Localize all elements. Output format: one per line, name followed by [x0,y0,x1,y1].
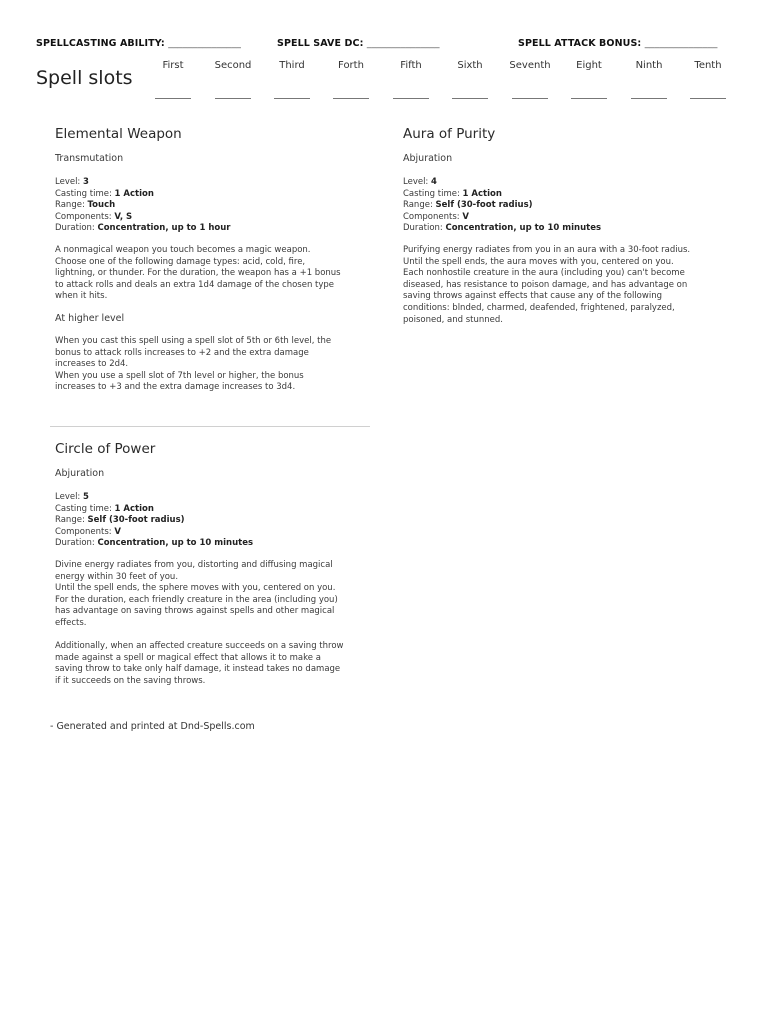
description-line: increases to 2d4. [55,359,129,370]
spell-name: Elemental Weapon [55,126,182,142]
spell-level [55,492,367,504]
description-line: when it hits. [55,291,108,302]
stat-value: V [114,526,121,537]
stat-value: 1 Action [462,188,502,199]
spell-slot-blank [393,98,429,99]
description-line: Each nonhostile creature in the aura (including you) can't become [403,268,685,279]
spell-slot-ninth [631,60,667,104]
spell-name: Circle of Power [55,441,156,457]
description-line: For the duration, each friendly creature in the area (including you) [55,594,338,605]
spell-description [403,245,733,326]
spell-slot-label: Tenth [694,60,722,71]
stat-value: Concentration, up to 10 minutes [445,223,602,234]
description-line: if it succeeds on the saving throws. [55,675,206,686]
stat-value: Concentration, up to 1 hour [97,223,231,234]
spellcasting-ability-label: SPELLCASTING ABILITY: [36,38,165,49]
spell-slot-blank [155,98,191,99]
spell-level [403,177,733,189]
spell-casting-time [403,189,733,201]
spellcasting-ability-blank: _______________ [168,38,241,49]
spell-stats [55,492,367,550]
stat-value: 4 [431,177,437,187]
spell-attack-bonus-blank: _______________ [644,38,718,49]
spell-slot-label: Forth [338,60,364,71]
spell-slot-blank [333,98,369,99]
stat-label: Duration: [55,223,98,234]
stat-label: Range: [403,200,436,211]
spell-slot-blank [631,98,667,99]
spell-slot-first [155,60,191,104]
spellcasting-ability-field [36,38,241,49]
spell-range [403,200,733,212]
spell-level [55,177,367,189]
stat-label: Duration: [55,538,98,549]
stat-value: 5 [83,492,89,502]
stat-label: Level: [55,177,84,187]
stat-value: Self (30-foot radius) [435,200,533,211]
spell-range [55,200,367,212]
spell-components [55,527,367,539]
card-divider [50,426,370,427]
stat-label: Range: [55,200,88,211]
stat-value: Self (30-foot radius) [87,515,185,526]
description-line: bonus to attack rolls increases to +2 and the extra damage [55,347,309,358]
description-line: Divine energy radiates from you, distorting and diffusing magical [55,559,333,570]
spell-components [403,212,733,224]
spell-slot-label: Fifth [400,60,422,71]
spell-slot-eight [571,60,607,104]
spell-slot-label: Ninth [635,60,663,71]
spell-slot-blank [215,98,251,99]
stat-value: V [462,211,469,222]
spell-casting-time [55,504,367,516]
spell-stats [55,177,367,235]
spell-components [55,212,367,224]
paragraph-gap [55,630,367,642]
description-line: saving throws against effects that cause any of the following [403,291,662,302]
description-line: made against a spell or magical effect that allows it to make a [55,652,321,663]
spell-duration [55,223,367,235]
stat-label: Level: [55,492,84,502]
spell-attack-bonus-label: SPELL ATTACK BONUS: [518,38,642,49]
spell-slot-label: Seventh [509,60,551,71]
spell-description [55,245,367,303]
stat-value: Concentration, up to 10 minutes [97,538,254,549]
spell-slot-sixth [452,60,488,104]
stat-value: 1 Action [114,503,154,514]
stat-label: Casting time: [55,188,115,199]
stat-value: V, S [114,211,133,222]
stat-label: Duration: [403,223,446,234]
description-line: When you use a spell slot of 7th level or higher, the bonus [55,370,304,381]
spell-slot-blank [690,98,726,99]
higher-level-description [55,336,367,394]
description-line: diseased, has resistance to poison damage, and has advantage on [403,279,688,290]
spell-description [55,560,367,688]
spell-card-elemental-weapon [55,126,367,394]
spell-slot-third [274,60,310,104]
spell-slot-blank [512,98,548,99]
description-line: When you cast this spell using a spell slot of 5th or 6th level, the [55,335,332,346]
description-line: energy within 30 feet of you. [55,571,179,582]
spell-school: Transmutation [55,153,124,164]
spell-name: Aura of Purity [403,126,496,142]
description-line: poisoned, and stunned. [403,314,503,325]
stat-label: Range: [55,515,88,526]
description-line: saving throw to take only half damage, it instead takes no damage [55,664,341,675]
spell-school: Abjuration [55,468,105,479]
spell-duration [55,538,367,550]
description-line: increases to +3 and the extra damage increases to 3d4. [55,382,296,393]
stat-label: Casting time: [55,503,115,514]
spell-slot-blank [452,98,488,99]
description-line: has advantage on saving throws against spells and other magical [55,606,335,617]
spell-slot-label: Third [279,60,305,71]
higher-level-heading: At higher level [55,312,125,324]
description-line: Choose one of the following damage types: acid, cold, fire, [55,256,306,267]
spell-slot-tenth [690,60,726,104]
spell-slot-seventh [509,60,551,104]
description-line: Additionally, when an affected creature succeeds on a saving throw [55,641,344,652]
spell-slot-second [215,60,251,104]
stat-value: Touch [87,200,116,211]
description-line: lightning, or thunder. For the duration, the weapon has a +1 bonus [55,268,341,279]
spell-stats [403,177,733,235]
stat-value: 3 [83,177,89,187]
spell-slot-label: Sixth [457,60,483,71]
description-line: conditions: blnded, charmed, deafended, frightened, paralyzed, [403,302,675,313]
spell-save-dc-label: SPELL SAVE DC: [277,38,364,49]
description-line: Purifying energy radiates from you in an aura with a 30-foot radius. [403,244,691,255]
spell-duration [403,223,733,235]
spell-casting-time [55,189,367,201]
spell-slot-blank [274,98,310,99]
spell-save-dc-blank: _______________ [366,38,440,49]
spell-slot-forth [333,60,369,104]
stat-value: 1 Action [114,188,154,199]
stat-label: Components: [55,211,115,222]
spell-attack-bonus-field [518,38,717,49]
spell-slot-fifth [393,60,429,104]
stat-label: Components: [403,211,463,222]
description-line: A nonmagical weapon you touch becomes a magic weapon. [55,244,311,255]
spell-card-circle-of-power [55,441,367,688]
description-line: to attack rolls and deals an extra 1d4 damage of the chosen type [55,279,335,290]
spell-slots-title: Spell slots [36,67,133,89]
description-line: Until the spell ends, the sphere moves with you, centered on you. [55,583,336,594]
spell-save-dc-field [277,38,440,49]
spell-school: Abjuration [403,153,453,164]
stat-label: Components: [55,526,115,537]
stat-label: Casting time: [403,188,463,199]
spell-card-aura-of-purity [403,126,733,326]
stat-label: Level: [403,177,432,187]
spell-range [55,515,367,527]
spell-slot-blank [571,98,607,99]
description-line: effects. [55,617,87,628]
footer-credit: - Generated and printed at Dnd-Spells.com [50,721,255,732]
spell-slot-label: Second [214,60,252,71]
description-line: Until the spell ends, the aura moves with you, centered on you. [403,256,674,267]
spell-slot-label: Eight [576,60,602,71]
spell-slot-label: First [162,60,184,71]
